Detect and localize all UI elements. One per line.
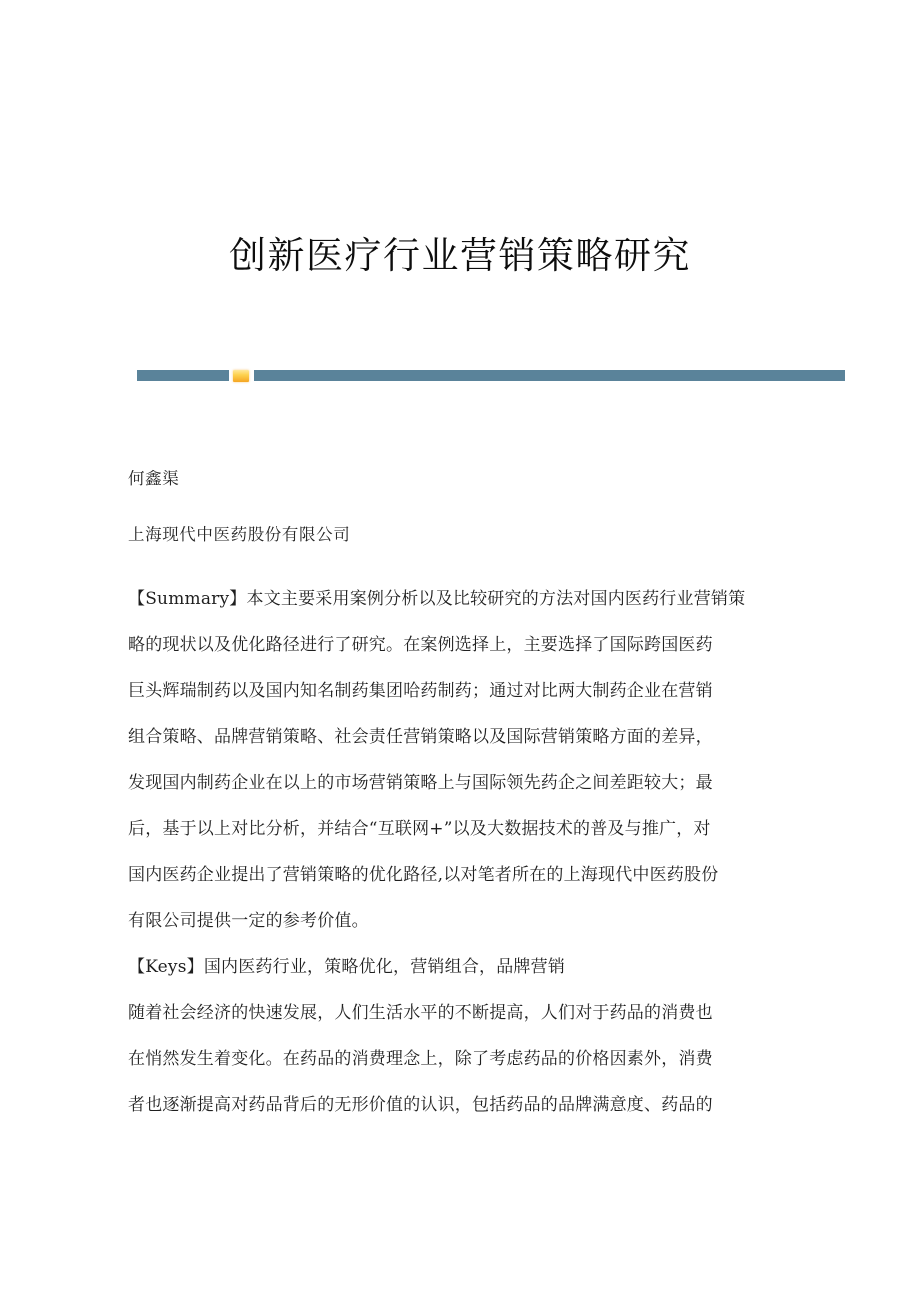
abstract-line: 略的现状以及优化路径进行了研究。在案例选择上，主要选择了国际跨国医药 [128, 635, 713, 655]
page-title: 创新医疗行业营销策略研究 [229, 233, 691, 277]
author-name: 何鑫渠 [128, 469, 180, 488]
keywords-line: 【Keys】国内医药行业，策略优化，营销组合，品牌营销 [128, 957, 566, 977]
abstract-line: 巨头辉瑞制药以及国内知名制药集团哈药制药；通过对比两大制药企业在营销 [128, 681, 713, 701]
body-line: 者也逐渐提高对药品背后的无形价值的认识，包括药品的品牌满意度、药品的 [128, 1095, 713, 1115]
divider-bar-right-segment [254, 370, 845, 381]
abstract-line: 组合策略、品牌营销策略、社会责任营销策略以及国际营销策略方面的差异， [128, 727, 713, 747]
abstract-line: 【Summary】本文主要采用案例分析以及比较研究的方法对国内医药行业营销策 [128, 589, 746, 609]
divider-accent-square-icon [233, 370, 249, 382]
abstract-line: 国内医药企业提出了营销策略的优化路径,以对笔者所在的上海现代中医药股份 [128, 865, 719, 885]
body-paragraph [128, 990, 790, 1128]
divider-bar-left-segment [137, 370, 229, 381]
abstract-line: 后，基于以上对比分析，并结合“互联网+”以及大数据技术的普及与推广，对 [128, 819, 711, 839]
decorative-divider [137, 369, 845, 382]
body-line: 随着社会经济的快速发展，人们生活水平的不断提高，人们对于药品的消费也 [128, 1003, 713, 1023]
author-affiliation: 上海现代中医药股份有限公司 [128, 525, 351, 544]
abstract-paragraph [128, 576, 790, 944]
document-content [128, 466, 790, 1128]
abstract-line: 发现国内制药企业在以上的市场营销策略上与国际领先药企之间差距较大；最 [128, 773, 713, 793]
body-line: 在悄然发生着变化。在药品的消费理念上，除了考虑药品的价格因素外，消费 [128, 1049, 713, 1069]
abstract-line: 有限公司提供一定的参考价值。 [128, 911, 369, 931]
